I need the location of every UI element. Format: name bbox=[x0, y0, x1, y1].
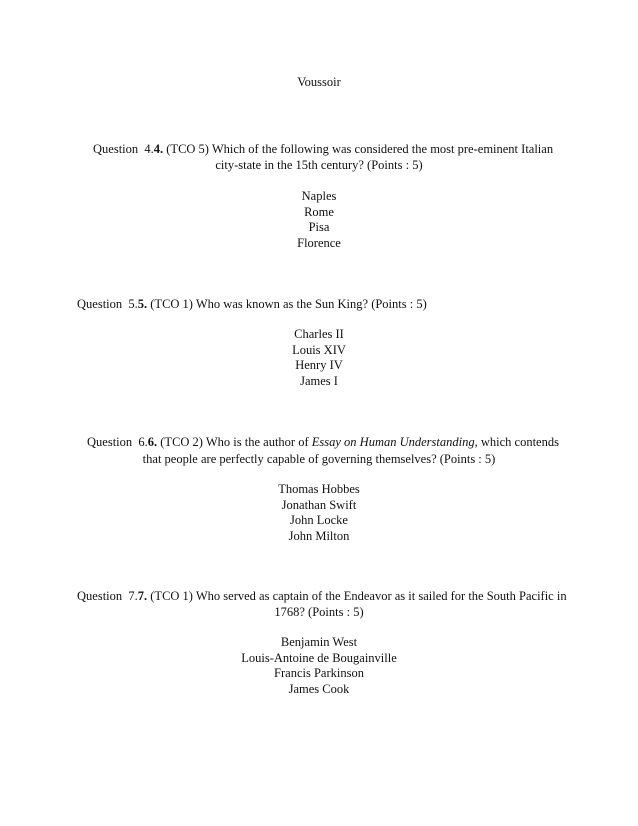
answer-option: Jonathan Swift bbox=[281, 497, 357, 512]
question-text-post: , which contends bbox=[474, 435, 559, 449]
answer-option: John Locke bbox=[290, 513, 348, 527]
question-number-bold: 6. bbox=[147, 435, 158, 449]
answer-option: Pisa bbox=[308, 220, 330, 234]
answer-option: John Milton bbox=[288, 528, 350, 543]
answer-option: Florence bbox=[297, 235, 341, 250]
answer-option: Charles II bbox=[294, 327, 344, 341]
question-label: Question bbox=[77, 589, 123, 603]
answer-option: Benjamin West bbox=[280, 635, 358, 649]
question-text: (TCO 5) Which of the following was considered the most pre-eminent Italian bbox=[166, 142, 554, 156]
question-label: Question bbox=[77, 297, 123, 311]
answer-option: Henry IV bbox=[295, 358, 343, 372]
question-number-bold: 5. bbox=[137, 297, 148, 311]
question-text-pre: (TCO 2) Who is the author of bbox=[160, 435, 312, 449]
question-text: (TCO 1) Who was known as the Sun King? (Points : 5) bbox=[150, 297, 427, 311]
answer-option: James I bbox=[300, 373, 338, 388]
question-4-line-2: city-state in the 15th century? (Points : 5) bbox=[215, 158, 423, 172]
question-number: 6. bbox=[138, 435, 148, 449]
answer-option: Rome bbox=[304, 204, 334, 219]
previous-answer: Voussoir bbox=[297, 75, 341, 89]
question-text: (TCO 1) Who served as captain of the Endeavor as it sailed for the South Pacific in bbox=[150, 589, 567, 603]
question-number-bold: 4. bbox=[153, 142, 164, 156]
question-6-line-2: that people are perfectly capable of governing themselves? (Points : 5) bbox=[142, 452, 496, 466]
question-number-bold: 7. bbox=[137, 589, 148, 603]
answer-option: Naples bbox=[301, 189, 337, 203]
question-7-answers bbox=[0, 635, 638, 697]
question-4-line-1 bbox=[93, 142, 553, 158]
answer-option: Louis XIV bbox=[292, 342, 346, 357]
answer-option: Francis Parkinson bbox=[274, 666, 364, 680]
question-7-line-2: 1768? (Points : 5) bbox=[274, 605, 364, 619]
question-number: 4. bbox=[144, 142, 154, 156]
question-6-line-1 bbox=[87, 435, 559, 451]
answer-option: James Cook bbox=[288, 681, 350, 696]
question-5-line-1 bbox=[77, 297, 427, 313]
question-number: 7. bbox=[128, 589, 138, 603]
question-7-line-1 bbox=[77, 589, 567, 605]
question-6-answers bbox=[0, 482, 638, 544]
answer-option: Louis-Antoine de Bougainville bbox=[241, 650, 397, 665]
question-label: Question bbox=[87, 435, 133, 449]
answer-option: Thomas Hobbes bbox=[278, 482, 360, 496]
question-5-answers bbox=[0, 327, 638, 389]
book-title: Essay on Human Understanding bbox=[311, 435, 475, 449]
question-4-answers bbox=[0, 189, 638, 251]
question-number: 5. bbox=[128, 297, 138, 311]
question-label: Question bbox=[93, 142, 139, 156]
